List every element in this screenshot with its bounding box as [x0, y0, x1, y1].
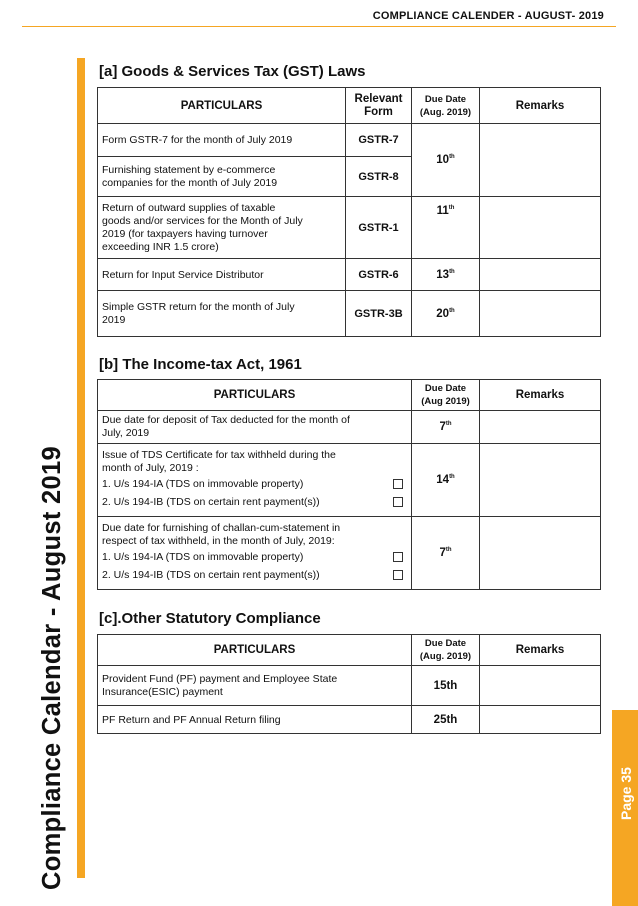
due-day: 14	[436, 474, 450, 486]
income-tax-row-remarks	[480, 517, 601, 590]
checkbox-icon[interactable]	[393, 479, 403, 489]
tds-item	[102, 493, 407, 511]
gst-header-row	[98, 88, 601, 124]
income-tax-header-particulars: PARTICULARS	[98, 380, 412, 411]
gst-row-form: GSTR-6	[346, 259, 412, 291]
income-tax-row-remarks	[480, 444, 601, 517]
particulars-line: goods and/or services for the Month of July	[102, 214, 303, 227]
table-row	[98, 291, 601, 337]
checkbox-icon[interactable]	[393, 552, 403, 562]
particulars-line: Provident Fund (PF) payment and Employee State	[102, 672, 338, 685]
header-divider	[22, 26, 616, 27]
income-tax-header-due-date	[412, 380, 480, 411]
other-row-remarks	[480, 706, 601, 734]
income-tax-section-title: [b] The Income-tax Act, 1961	[99, 356, 302, 373]
income-tax-header-row	[98, 380, 601, 411]
table-row	[98, 706, 601, 734]
due-day: 7	[439, 547, 446, 559]
due-suffix: th	[445, 547, 452, 554]
due-suffix: th	[445, 421, 452, 428]
tds-item-label: 2. U/s 194-IB (TDS on certain rent payment(s))	[102, 569, 320, 581]
gst-row-particulars	[98, 157, 346, 197]
gst-row-particulars	[98, 291, 346, 337]
gst-header-relevant-form-line1: Relevant	[354, 92, 403, 105]
checkbox-icon[interactable]	[393, 497, 403, 507]
income-tax-row-particulars	[98, 411, 412, 444]
gst-header-remarks: Remarks	[480, 88, 601, 124]
particulars-line: Return of outward supplies of taxable	[102, 201, 276, 214]
tds-item	[102, 475, 407, 493]
gst-row-remarks	[480, 291, 601, 337]
income-tax-row-due-date	[412, 517, 480, 590]
due-suffix: th	[449, 268, 455, 275]
income-tax-row-remarks	[480, 411, 601, 444]
income-tax-header-remarks: Remarks	[480, 380, 601, 411]
header-due-date-line1: Due Date	[424, 638, 467, 649]
table-row	[98, 259, 601, 291]
due-suffix: th	[448, 205, 455, 212]
gst-row-remarks	[480, 197, 601, 259]
gst-row-remarks	[480, 259, 601, 291]
gst-header-due-date-line1: Due Date	[424, 93, 467, 105]
other-header-due-date	[412, 635, 480, 666]
particulars-line: companies for the month of July 2019	[102, 176, 278, 189]
table-row	[98, 124, 601, 157]
particulars-line: respect of tax withheld, in the month of July, 2019:	[102, 535, 335, 547]
due-day: 10	[436, 154, 450, 166]
particulars-line: month of July, 2019 :	[102, 462, 199, 474]
table-row	[98, 666, 601, 706]
tds-item	[102, 566, 407, 584]
table-row	[98, 411, 601, 444]
due-suffix: th	[449, 154, 455, 161]
income-tax-table	[97, 379, 601, 590]
particulars-line: Due date for deposit of Tax deducted for the month of	[102, 414, 350, 426]
due-day: 13	[436, 268, 450, 281]
particulars-line: 2019	[102, 313, 126, 326]
particulars-line: Simple GSTR return for the month of July	[102, 300, 295, 313]
other-row-due-date: 25th	[412, 706, 480, 734]
gst-merged-remarks	[480, 124, 601, 197]
other-section-title: [c].Other Statutory Compliance	[99, 610, 321, 627]
gst-header-particulars: PARTICULARS	[98, 88, 346, 124]
particulars-line: Insurance(ESIC) payment	[102, 685, 223, 698]
due-suffix: th	[449, 474, 455, 481]
tds-item-label: 1. U/s 194-IA (TDS on immovable property)	[102, 478, 304, 490]
particulars-line: Issue of TDS Certificate for tax withheld during the	[102, 449, 336, 461]
other-header-particulars: PARTICULARS	[98, 635, 412, 666]
gst-row-particulars: Return for Input Service Distributor	[98, 259, 346, 291]
other-header-remarks: Remarks	[480, 635, 601, 666]
gst-header-relevant-form	[346, 88, 412, 124]
other-header-row	[98, 635, 601, 666]
due-day: 11	[436, 205, 449, 217]
gst-row-form: GSTR-1	[346, 197, 412, 259]
gst-row-particulars: Form GSTR-7 for the month of July 2019	[98, 124, 346, 157]
gst-row-due-date	[412, 197, 480, 259]
gst-row-due-date	[412, 259, 480, 291]
gst-row-form: GSTR-3B	[346, 291, 412, 337]
particulars-line: 2019 (for taxpayers having turnover	[102, 227, 268, 240]
particulars-line: July, 2019	[102, 427, 150, 439]
income-tax-row-particulars	[98, 517, 412, 590]
header-due-date-line1: Due Date	[424, 383, 467, 394]
gst-row-particulars	[98, 197, 346, 259]
particulars-line: Furnishing statement by e-commerce	[102, 163, 276, 176]
side-accent-bar	[77, 58, 85, 878]
page-header-title: COMPLIANCE CALENDER - AUGUST- 2019	[372, 10, 604, 22]
particulars-line: exceeding INR 1.5 crore)	[102, 240, 219, 253]
header-due-date-line2: (Aug 2019)	[421, 396, 470, 407]
other-table	[97, 634, 601, 734]
tds-item-label: 1. U/s 194-IA (TDS on immovable property)	[102, 551, 304, 563]
other-row-due-date: 15th	[412, 666, 480, 706]
income-tax-row-due-date	[412, 444, 480, 517]
gst-row-form: GSTR-8	[346, 157, 412, 197]
gst-header-due-date-line2: (Aug. 2019)	[419, 106, 472, 118]
table-row	[98, 444, 601, 517]
tds-item	[102, 548, 407, 566]
income-tax-row-due-date	[412, 411, 480, 444]
checkbox-icon[interactable]	[393, 570, 403, 580]
side-title: Compliance Calendar - August 2019	[38, 446, 66, 890]
tds-item-label: 2. U/s 194-IB (TDS on certain rent payment(s))	[102, 496, 320, 508]
gst-row-form: GSTR-7	[346, 124, 412, 157]
gst-table	[97, 87, 601, 337]
gst-header-due-date	[412, 88, 480, 124]
particulars-line: Due date for furnishing of challan-cum-statement in	[102, 522, 341, 534]
table-row	[98, 517, 601, 590]
gst-row-due-date	[412, 291, 480, 337]
table-row	[98, 197, 601, 259]
gst-header-relevant-form-line2: Form	[364, 105, 393, 118]
income-tax-row-particulars	[98, 444, 412, 517]
other-row-remarks	[480, 666, 601, 706]
other-row-particulars	[98, 666, 412, 706]
gst-section-title: [a] Goods & Services Tax (GST) Laws	[99, 63, 366, 80]
gst-merged-due-date	[412, 124, 480, 197]
due-suffix: th	[449, 307, 455, 314]
page-number-label: Page 35	[618, 767, 634, 820]
due-day: 20	[436, 307, 450, 320]
due-day: 7	[439, 421, 446, 433]
header-due-date-line2: (Aug. 2019)	[419, 651, 472, 662]
other-row-particulars: PF Return and PF Annual Return filing	[98, 706, 412, 734]
